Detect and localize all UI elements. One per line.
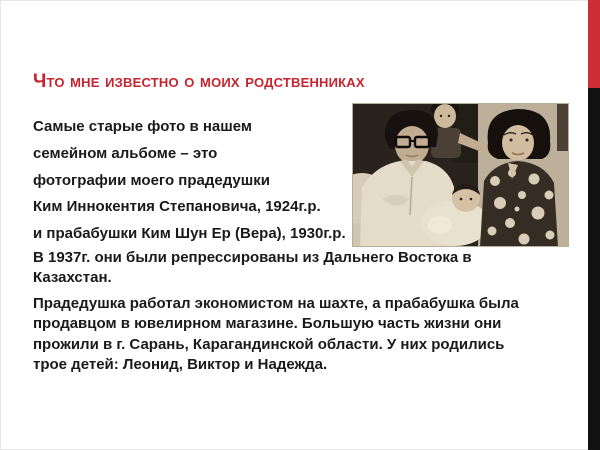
edge-bar-black-segment — [588, 88, 600, 450]
body-line: Ким Иннокентия Степановича, 1924г.р. — [33, 198, 321, 216]
body-line: трое детей: Леонид, Виктор и Надежда. — [33, 356, 328, 374]
body-line: В 1937г. они были репрессированы из Дальнего Востока в — [33, 248, 472, 266]
body-line: продавцом в ювелирном магазине. Большую часть жизни они — [33, 315, 502, 333]
body-line: прожили в г. Сарань, Карагандинской области. У них родились — [33, 335, 505, 353]
body-line: семейном альбоме – это — [33, 144, 218, 162]
body-line: Казахстан. — [33, 269, 112, 287]
body-text — [33, 114, 519, 375]
slide-title: Что мне известно о моих родственниках — [33, 71, 365, 92]
body-line: Самые старые фото в нашем — [33, 118, 253, 135]
edge-bar-red-segment — [588, 0, 600, 88]
accent-edge-bar — [588, 0, 600, 450]
body-line: Прадедушка работал экономистом на шахте, а прабабушка была — [33, 294, 519, 312]
body-line: и прабабушки Ким Шун Ер (Вера), 1930г.р. — [33, 225, 346, 243]
body-line: фотографии моего прадедушки — [33, 171, 271, 189]
